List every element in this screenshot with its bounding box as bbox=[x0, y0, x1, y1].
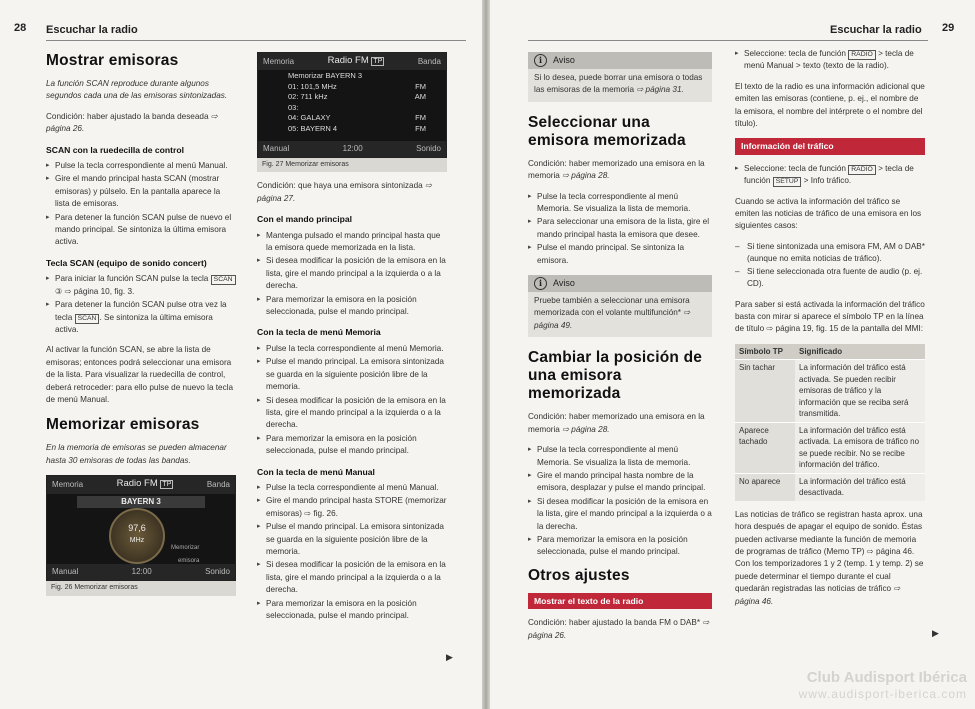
radio-key: RADIO bbox=[848, 165, 876, 175]
page-number-right: 29 bbox=[942, 22, 955, 34]
step-list bbox=[257, 230, 447, 319]
screen-title: Radio FM TP bbox=[116, 478, 172, 490]
table-cell: La información del tráfico está activada. Se pueden recibir emisoras de tráfico y la información que se reciba será transmitida. bbox=[795, 360, 925, 423]
list-item: 02: 711 kHz AM bbox=[288, 92, 426, 102]
page-link[interactable]: ⇨ página 28. bbox=[562, 171, 610, 181]
step-item: ▸ Pulse el mando principal. La emisora sintonizada se guarda en la siguiente posición libre de la memoria. bbox=[257, 356, 447, 393]
table-row bbox=[735, 473, 925, 501]
figure-caption: Fig. 27 Memorizar emisoras bbox=[257, 158, 447, 172]
mmi-screen bbox=[257, 52, 447, 158]
step-item: ▸ Para detener la función SCAN pulse de nuevo el mando principal. Se sintoniza la última emisora activa. bbox=[46, 212, 236, 249]
section-title-otros: Otros ajustes bbox=[528, 566, 630, 584]
manual-softkey: Manual bbox=[52, 566, 79, 576]
clock: 12:00 bbox=[342, 143, 363, 153]
note-header: i Aviso bbox=[528, 275, 712, 292]
table-row bbox=[735, 422, 925, 473]
screen-bottom-bar bbox=[258, 141, 446, 157]
section-title-cambiar: Cambiar la posición de una emisora memorizada bbox=[528, 349, 703, 403]
step-item: ▸ Mantenga pulsado el mando principal hasta que la emisora quede memorizada en la lista. bbox=[257, 230, 447, 255]
step-list bbox=[528, 191, 712, 267]
scan-key: SCAN bbox=[211, 275, 236, 285]
step-list bbox=[257, 343, 447, 458]
page-link[interactable]: ⇨ página 31. bbox=[636, 85, 684, 95]
page-link[interactable]: ⇨ página 26. bbox=[528, 618, 710, 640]
step-list bbox=[257, 482, 447, 622]
list-item: – Si tiene sintonizada una emisora FM, AM o DAB* (aunque no emita noticias de tráfico). bbox=[735, 241, 925, 266]
section-title-seleccionar: Seleccionar una emisora memorizada bbox=[528, 113, 686, 149]
list-item: 05: BAYERN 4 FM bbox=[288, 123, 426, 133]
screen-bottom-bar bbox=[47, 564, 235, 580]
station-name: BAYERN 3 bbox=[77, 496, 205, 508]
radio-key: RADIO bbox=[848, 50, 876, 60]
figure-27 bbox=[257, 52, 447, 172]
info-icon: i bbox=[534, 54, 547, 67]
subsection-bar-traffic: Información del tráfico bbox=[735, 138, 925, 154]
watermark bbox=[799, 669, 967, 703]
step-item: ▸ Para iniciar la función SCAN pulse la tecla SCAN ③ ⇨ página 10, fig. 3. bbox=[46, 273, 236, 298]
screen-title: Radio FM TP bbox=[327, 55, 383, 66]
list-item: Memorizar BAYERN 3 bbox=[288, 71, 363, 81]
memoria-softkey: Memoria bbox=[52, 479, 84, 489]
left-col-2 bbox=[257, 52, 447, 630]
table-row bbox=[735, 360, 925, 423]
intro-text: La función SCAN reproduce durante algunos segundos cada una de las emisoras sintonizadas. bbox=[46, 79, 228, 101]
note-body: Pruebe también a seleccionar una emisora memorizada con el volante multifunción* ⇨ página 49. bbox=[534, 296, 691, 330]
table-cell: Sin tachar bbox=[735, 360, 795, 423]
info-icon: i bbox=[534, 277, 547, 290]
continue-arrow-icon: ▶ bbox=[446, 652, 453, 662]
step-item: ▸ Pulse el mando principal. Se sintoniza la emisora. bbox=[528, 242, 712, 267]
figure-caption: Fig. 26 Memorizar emisoras bbox=[46, 581, 236, 595]
subheading-main-knob: Con el mando principal bbox=[257, 214, 353, 225]
condition-text: Condición: haber memorizado una emisora en la memoria ⇨ página 28. bbox=[528, 158, 705, 181]
watermark-name: Club Audisport Ibérica bbox=[806, 669, 967, 686]
tp-symbol-table bbox=[735, 344, 925, 501]
step-list bbox=[735, 163, 925, 188]
step-list bbox=[46, 273, 236, 336]
table-header: Significado bbox=[795, 344, 925, 360]
body-paragraph: Para saber si está activada la información del tráfico basta con mirar si aparece el símbolo TP en la línea de título ⇨ página 19, fig. 15 de la pantalla del MMI: bbox=[735, 299, 925, 334]
setup-key: SETUP bbox=[773, 177, 802, 187]
step-item: ▸ Si desea modificar la posición de la emisora en la lista, gire el mando principal a la izquierda o a la derecha. bbox=[257, 559, 447, 596]
condition-text: Condición: haber memorizado una emisora en la memoria ⇨ página 28. bbox=[528, 412, 705, 434]
frequency-value: 97,6 bbox=[128, 523, 146, 534]
step-item: ▸ Si desea modificar la posición de la emisora en la lista, gire el mando principal a la izquierda o a la derecha. bbox=[257, 395, 447, 432]
table-cell: No aparece bbox=[735, 473, 795, 501]
step-item: ▸ Para memorizar la emisora en la posición seleccionada, pulse el mando principal. bbox=[257, 433, 447, 458]
continue-arrow-icon: ▶ bbox=[932, 628, 939, 638]
scan-key: SCAN bbox=[75, 314, 100, 324]
page-link[interactable]: ⇨ página 49. bbox=[534, 308, 691, 330]
step-list bbox=[735, 48, 925, 73]
step-item: ▸ Gire el mando principal hasta SCAN (mostrar emisoras) y púlselo. En la pantalla aparece la lista de emisoras. bbox=[46, 173, 236, 210]
banda-softkey: Banda bbox=[417, 56, 441, 66]
step-item: ▸ Seleccione: tecla de función RADIO > tecla de función SETUP > Info tráfico. bbox=[735, 163, 925, 188]
left-col-1 bbox=[46, 52, 236, 596]
memory-list bbox=[258, 70, 446, 134]
step-list bbox=[528, 444, 712, 559]
page-number-left: 28 bbox=[14, 22, 27, 34]
body-paragraph: Las noticias de tráfico se registran hasta aprox. una hora después de apagar el equipo de sonido. Éstas pueden activarse mediante la función de memoria de programas de tráfico (Memo TP) ⇨ página 46. Con los temporizadores 1 y 2 (temp. 1 y temp. 2) se puede determinar el tiempo durante el cual quedarán registradas las noticias de tráfico ⇨ página 46. bbox=[735, 509, 924, 606]
table-cell: La información del tráfico está desactivada. bbox=[795, 473, 925, 501]
subheading-scan-key: Tecla SCAN (equipo de sonido concert) bbox=[46, 257, 207, 268]
note-box bbox=[528, 52, 712, 102]
step-item: ▸ Para memorizar la emisora en la posición seleccionada, pulse el mando principal. bbox=[528, 534, 712, 559]
step-list bbox=[46, 160, 236, 249]
step-item: ▸ Seleccione: tecla de función RADIO > tecla de menú Manual > texto (texto de la radio). bbox=[735, 48, 925, 73]
memorize-label: Memorizar emisora bbox=[171, 545, 200, 564]
note-header: i Aviso bbox=[528, 52, 712, 69]
subheading-memoria-key: Con la tecla de menú Memoria bbox=[257, 327, 381, 338]
step-item: ▸ Pulse el mando principal. La emisora sintonizada se guarda en la siguiente posición libre de la memoria. bbox=[257, 521, 447, 558]
book-gutter bbox=[482, 0, 490, 709]
table-cell: La información del tráfico está activada. La emisora de tráfico no se puede recibir. No se recibe información del tráfico. bbox=[795, 422, 925, 473]
step-item: ▸ Si desea modificar la posición de la emisora en la lista, gire el mando principal a la izquierda o a la derecha. bbox=[257, 255, 447, 292]
frequency-unit: MHz bbox=[129, 536, 145, 544]
step-item: ▸ Gire el mando principal hasta STORE (memorizar emisoras) ⇨ fig. 26. bbox=[257, 495, 447, 520]
body-paragraph: El texto de la radio es una información adicional que emiten las emisoras (contiene, p. ej., el nombre de la emisora, el nombre del intérprete o el nombre del título). bbox=[735, 81, 925, 129]
section-title-mostrar: Mostrar emisoras bbox=[46, 52, 179, 69]
step-item: ▸ Pulse la tecla correspondiente al menú Memoria. Se visualiza la lista de memoria. bbox=[528, 191, 712, 216]
screen-top-bar bbox=[258, 53, 446, 70]
condition-text: Condición: haber ajustado la banda deseada ⇨ página 26. bbox=[46, 111, 218, 134]
body-paragraph: Cuando se activa la información del tráfico se emiten las noticias de tráfico de una emisora en los siguientes casos: bbox=[735, 196, 922, 231]
step-item: ▸ Para seleccionar una emisora de la lista, gire el mando principal hasta la emisora que desee. bbox=[528, 216, 712, 241]
page-header-left: Escuchar la radio bbox=[46, 24, 138, 36]
list-item: 04: GALAXY FM bbox=[288, 113, 426, 123]
figure-26 bbox=[46, 475, 236, 595]
right-col-1 bbox=[528, 52, 712, 650]
note-box bbox=[528, 275, 712, 337]
subheading-manual-key: Con la tecla de menú Manual bbox=[257, 466, 375, 477]
header-rule bbox=[46, 40, 466, 41]
list-item: – Si tiene seleccionada otra fuente de audio (p. ej. CD). bbox=[735, 266, 925, 291]
sonido-softkey: Sonido bbox=[416, 143, 441, 153]
step-item: ▸ Pulse la tecla correspondiente al menú Manual. bbox=[257, 482, 447, 494]
watermark-url: www.audisport-iberica.com bbox=[798, 687, 967, 701]
clock: 12:00 bbox=[131, 566, 152, 576]
table-header-row bbox=[735, 344, 925, 360]
screen-top-bar bbox=[47, 476, 235, 493]
page-link[interactable]: ⇨ página 26. bbox=[46, 111, 218, 134]
step-item: ▸ Si desea modificar la posición de la emisora en la lista, gire el mando principal a la izquierda o a la derecha. bbox=[528, 496, 712, 533]
subheading-scan-wheel: SCAN con la ruedecilla de control bbox=[46, 144, 185, 155]
section-title-memorizar: Memorizar emisoras bbox=[46, 416, 200, 434]
banda-softkey: Banda bbox=[206, 479, 230, 489]
table-header: Símbolo TP bbox=[735, 344, 795, 360]
step-item: ▸ Para memorizar la emisora en la posición seleccionada, pulse el mando principal. bbox=[257, 294, 447, 319]
subsection-bar-radiotext: Mostrar el texto de la radio bbox=[528, 593, 712, 609]
step-item: ▸ Para memorizar la emisora en la posición seleccionada, pulse el mando principal. bbox=[257, 598, 447, 623]
body-paragraph: Al activar la función SCAN, se abre la lista de emisoras; entonces podrá seleccionar una emisora de la lista. Para visualizar la ruedecilla de control, deberá retroceder: para ello pulse de nuevo la tecla de menú Manual. bbox=[46, 345, 234, 404]
right-col-2 bbox=[735, 48, 925, 616]
dash-list bbox=[735, 241, 925, 291]
page-link[interactable]: ⇨ página 28. bbox=[562, 424, 610, 434]
page-header-right: Escuchar la radio bbox=[830, 24, 922, 36]
step-item: ▸ Pulse la tecla correspondiente al menú Memoria. Se visualiza la lista de memoria. bbox=[528, 444, 712, 469]
header-rule bbox=[528, 40, 928, 41]
mmi-screen bbox=[46, 475, 236, 581]
control-wheel bbox=[109, 508, 165, 564]
list-item: 03: bbox=[288, 102, 299, 112]
right-page bbox=[490, 0, 975, 709]
page-link[interactable]: ⇨ página 27. bbox=[257, 181, 432, 203]
table-cell: Aparece tachado bbox=[735, 422, 795, 473]
step-item: ▸ Gire el mando principal hasta nombre de la emisora, desplazar y pulse el mando principal. bbox=[528, 470, 712, 495]
condition-text: Condición: haber ajustado la banda FM o DAB* ⇨ página 26. bbox=[528, 618, 710, 640]
step-item: ▸ Para detener la función SCAN pulse otra vez la tecla SCAN . Se sintoniza la última emisora activa. bbox=[46, 299, 236, 336]
condition-text: Condición: que haya una emisora sintonizada ⇨ página 27. bbox=[257, 181, 432, 203]
memoria-softkey: Memoria bbox=[263, 56, 295, 66]
step-item: ▸ Pulse la tecla correspondiente al menú Memoria. bbox=[257, 343, 447, 355]
step-item: ▸ Pulse la tecla correspondiente al menú Manual. bbox=[46, 160, 236, 172]
list-item: 01: 101,5 MHz FM bbox=[288, 81, 426, 91]
note-body: Si lo desea, puede borrar una emisora o todas las emisoras de la memoria ⇨ página 31. bbox=[534, 73, 703, 95]
page-link[interactable]: ⇨ página 46. bbox=[735, 584, 901, 606]
sonido-softkey: Sonido bbox=[205, 566, 230, 576]
left-page bbox=[0, 0, 482, 709]
manual-softkey: Manual bbox=[263, 143, 290, 153]
intro-text: En la memoria de emisoras se pueden almacenar hasta 30 emisoras de todas las bandas. bbox=[46, 443, 227, 465]
